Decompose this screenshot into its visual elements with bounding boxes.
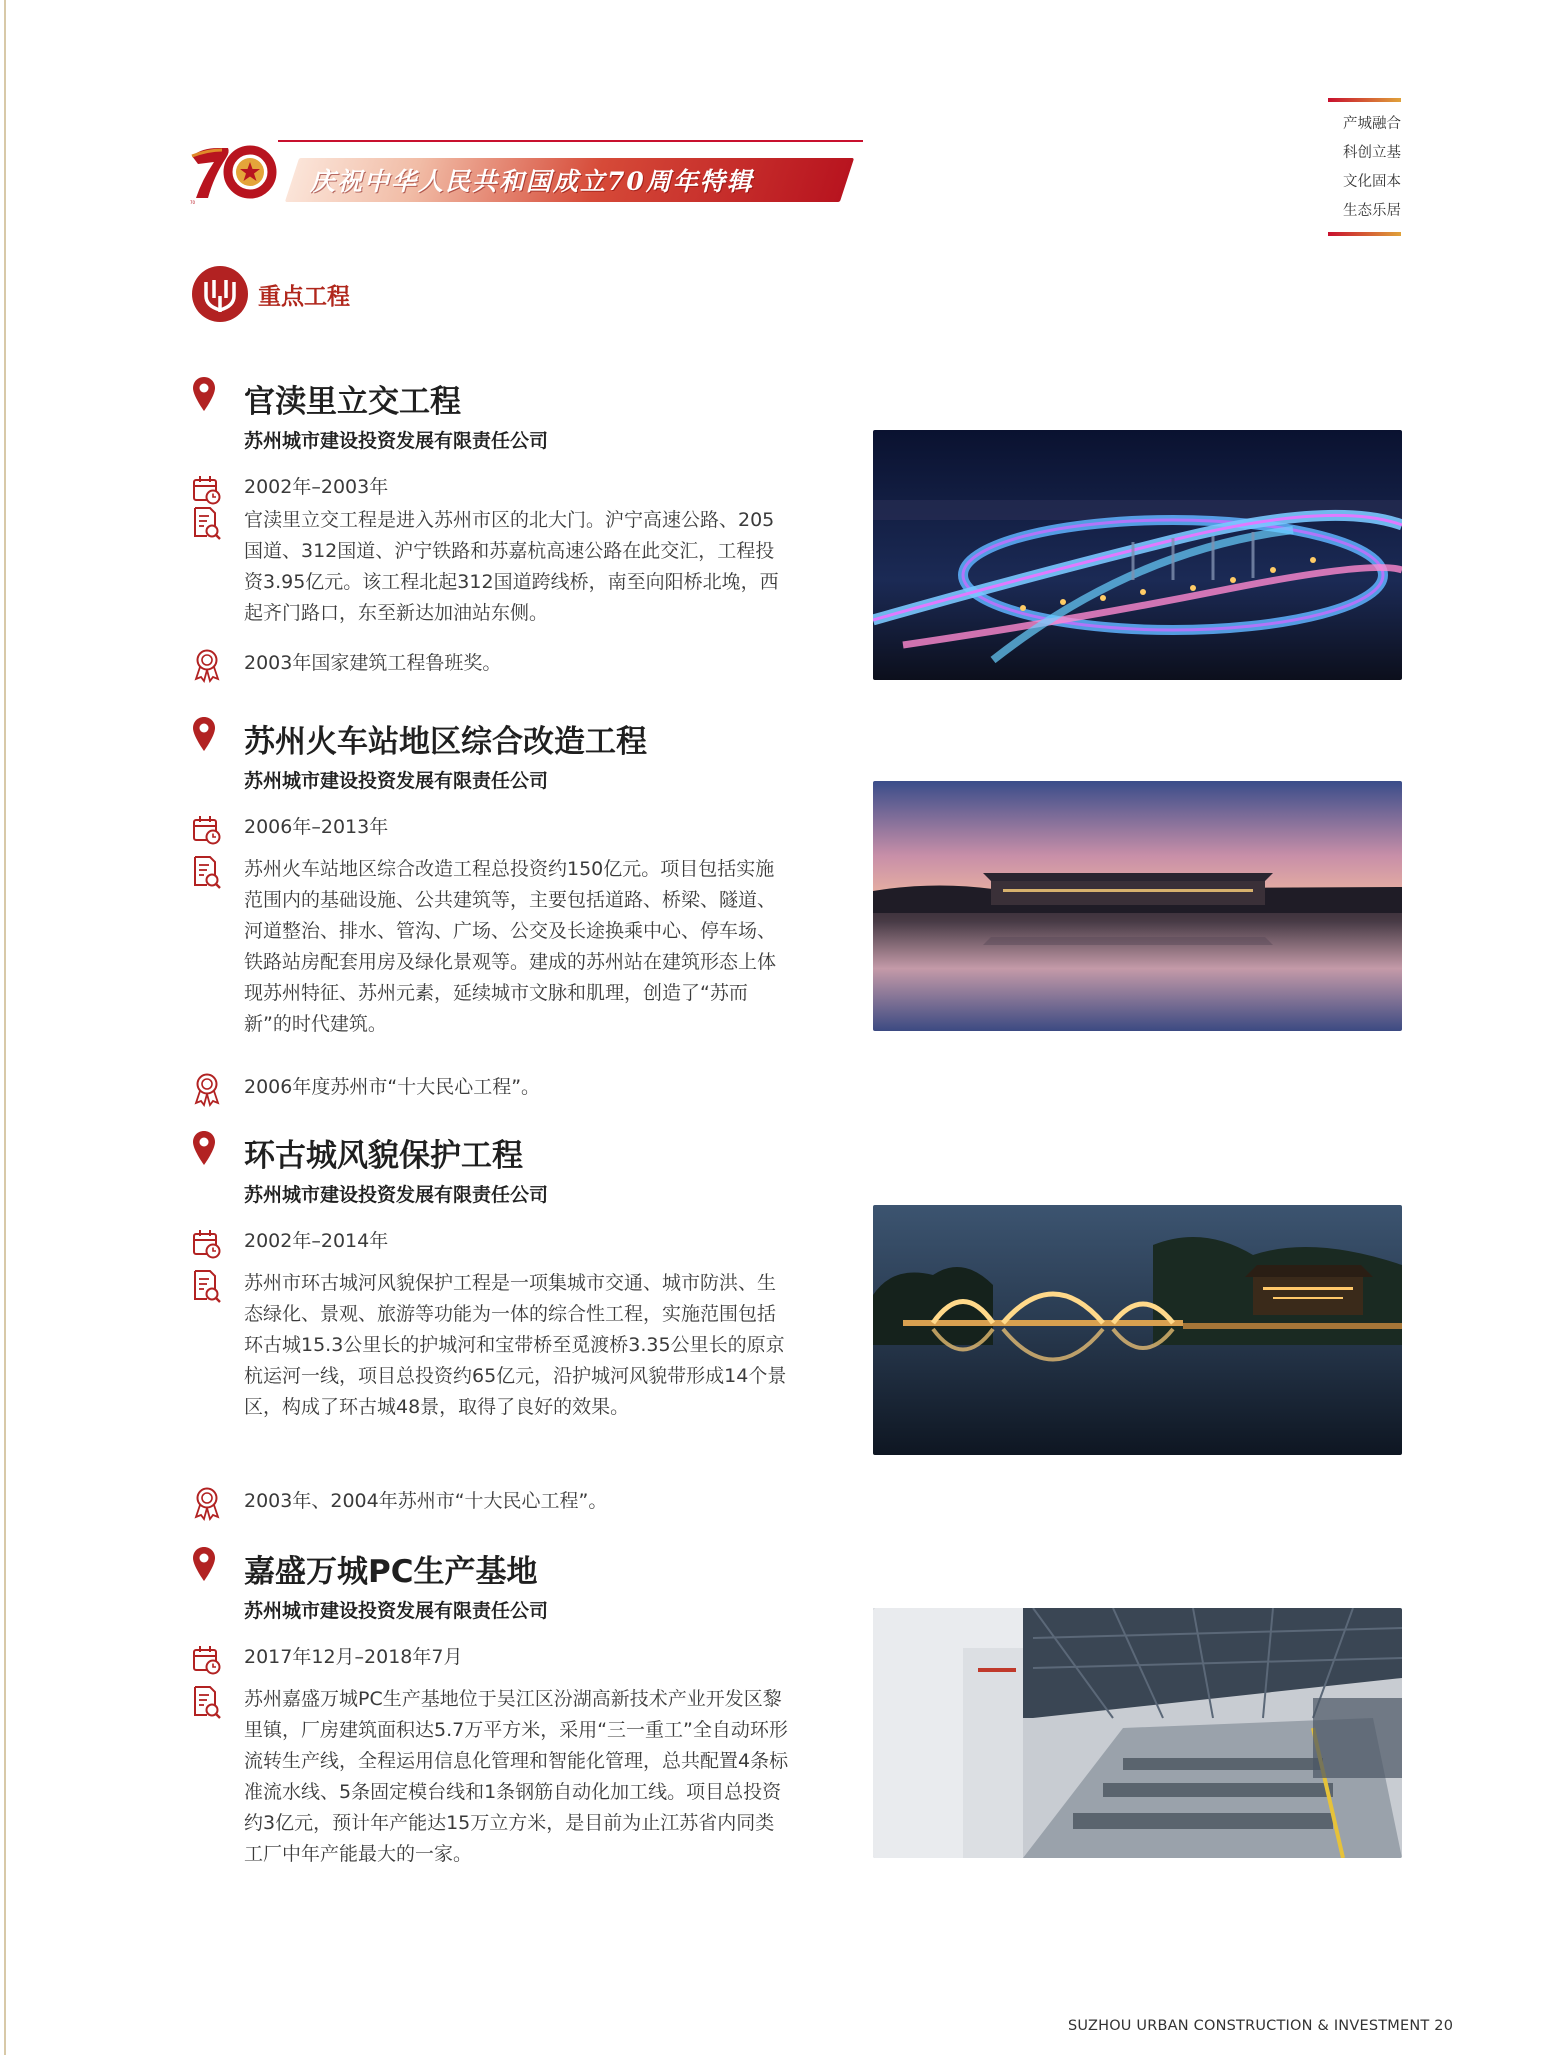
project-description: 苏州嘉盛万城PC生产基地位于吴江区汾湖高新技术产业开发区黎里镇，厂房建筑面积达5.7万平方米，采用“三一重工”全自动环形流转生产线，全程运用信息化管理和智能化管理，总共配置4条标准流水线、5条固定模台线和1条钢筋自动化加工线。项目总投资约3亿元，预计年产能达15万立方米，是目前为止江苏省内同类工厂中年产能最大的一家。 — [244, 1688, 789, 1865]
project-company: 苏州城市建设投资发展有限责任公司 — [244, 1184, 549, 1206]
award-ribbon-icon — [192, 1072, 222, 1108]
location-pin-icon — [192, 1130, 216, 1166]
project-title: 嘉盛万城PC生产基地 — [244, 1554, 538, 1590]
location-pin-icon — [192, 1546, 216, 1582]
project-company: 苏州城市建设投资发展有限责任公司 — [244, 1600, 549, 1622]
award-ribbon-icon — [192, 1486, 222, 1522]
calendar-clock-icon — [192, 1226, 222, 1262]
document-search-icon — [192, 854, 222, 890]
location-pin-icon — [192, 376, 216, 412]
award-ribbon-icon — [192, 648, 222, 684]
project-title: 官渎里立交工程 — [244, 384, 461, 420]
anniversary-70-logo — [188, 136, 288, 206]
nav-item-industry-city[interactable]: 产城融合 — [1343, 116, 1401, 132]
project-title: 苏州火车站地区综合改造工程 — [244, 724, 647, 760]
calendar-clock-icon — [192, 812, 222, 848]
document-search-icon — [192, 1684, 222, 1720]
project-section-icon — [192, 266, 248, 322]
calendar-clock-icon — [192, 1642, 222, 1678]
banner-title: 庆祝中华人民共和国成立70周年特辑 — [310, 167, 754, 196]
project-company: 苏州城市建设投资发展有限责任公司 — [244, 770, 549, 792]
logo-number: 70 — [190, 200, 196, 205]
project-company: 苏州城市建设投资发展有限责任公司 — [244, 430, 549, 452]
interchange-night-photo — [873, 430, 1402, 680]
project-period: 2017年12月–2018年7月 — [244, 1646, 463, 1668]
publication-name: SUZHOU URBAN CONSTRUCTION & INVESTMENT — [1068, 2018, 1430, 2034]
nav-item-ecology[interactable]: 生态乐居 — [1343, 203, 1401, 219]
anniversary-banner — [188, 136, 863, 206]
page-footer — [1068, 2018, 1453, 2034]
location-pin-icon — [192, 716, 216, 752]
left-margin-rule — [4, 0, 6, 2055]
nav-item-innovation[interactable]: 科创立基 — [1343, 145, 1401, 161]
project-award: 2003年国家建筑工程鲁班奖。 — [244, 652, 502, 674]
calendar-clock-icon — [192, 472, 222, 508]
section-nav — [1328, 98, 1401, 236]
project-award: 2006年度苏州市“十大民心工程”。 — [244, 1076, 541, 1098]
nav-bottom-bar — [1328, 232, 1401, 236]
project-description: 官渎里立交工程是进入苏州市区的北大门。沪宁高速公路、205国道、312国道、沪宁铁路和苏嘉杭高速公路在此交汇，工程投资3.95亿元。该工程北起312国道跨线桥，南至向阳桥北堍，西起齐门路口，东至新达加油站东侧。 — [244, 509, 779, 624]
nav-top-bar — [1328, 98, 1401, 102]
page-number: 20 — [1434, 2018, 1454, 2034]
document-search-icon — [192, 505, 222, 541]
factory-interior-photo — [873, 1608, 1402, 1858]
project-description: 苏州市环古城河风貌保护工程是一项集城市交通、城市防洪、生态绿化、景观、旅游等功能为一体的综合性工程，实施范围包括环古城15.3公里长的护城河和宝带桥至觅渡桥3.35公里长的原京杭运河一线，项目总投资约65亿元，沿护城河风貌带形成14个景区，构成了环古城48景，取得了良好的效果。 — [244, 1272, 787, 1418]
nav-item-culture[interactable]: 文化固本 — [1343, 174, 1401, 190]
project-award: 2003年、2004年苏州市“十大民心工程”。 — [244, 1490, 608, 1512]
project-period: 2002年–2014年 — [244, 1230, 389, 1252]
arch-bridge-night-photo — [873, 1205, 1402, 1455]
document-search-icon — [192, 1268, 222, 1304]
project-period: 2002年–2003年 — [244, 476, 389, 498]
project-title: 环古城风貌保护工程 — [244, 1138, 523, 1174]
railway-station-sunset-photo — [873, 781, 1402, 1031]
project-description: 苏州火车站地区综合改造工程总投资约150亿元。项目包括实施范围内的基础设施、公共建筑等，主要包括道路、桥梁、隧道、河道整治、排水、管沟、广场、公交及长途换乘中心、停车场、铁路站房配套用房及绿化景观等。建成的苏州站在建筑形态上体现苏州特征、苏州元素，延续城市文脉和肌理，创造了“苏而新”的时代建筑。 — [244, 858, 777, 1035]
project-period: 2006年–2013年 — [244, 816, 389, 838]
section-title: 重点工程 — [258, 284, 350, 310]
banner-top-line — [278, 140, 863, 142]
